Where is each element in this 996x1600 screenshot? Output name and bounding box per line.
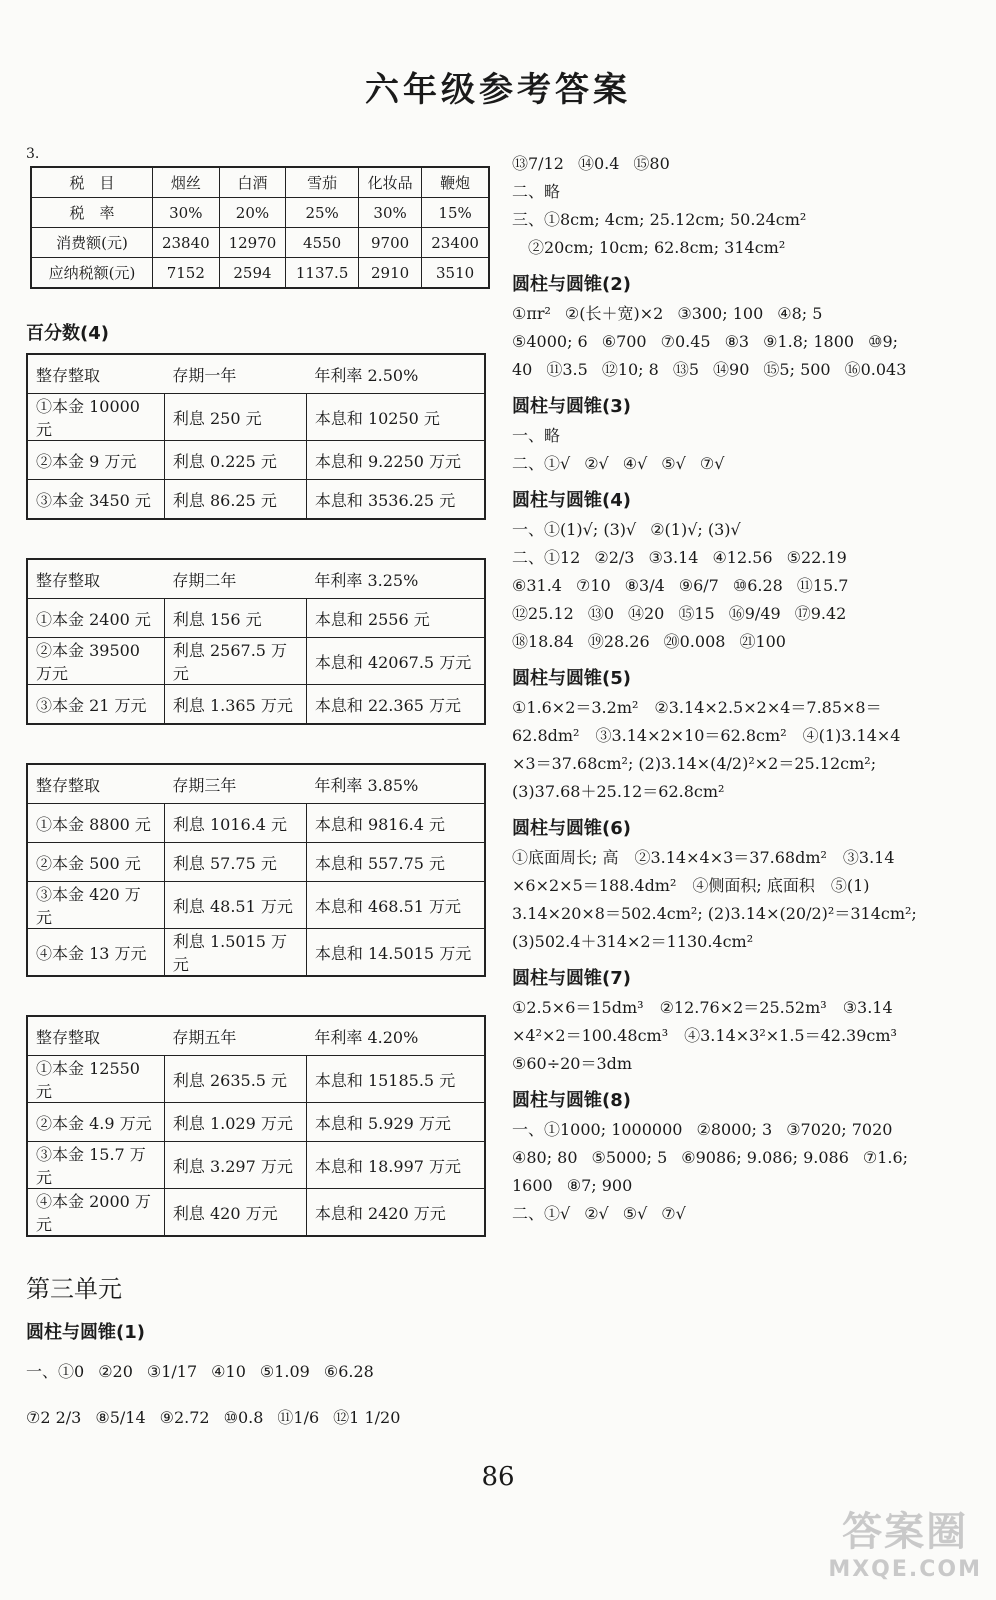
answer-item: ⑤√ (622, 1204, 648, 1223)
answer-item: 1600 (512, 1176, 553, 1195)
answer-item: ④80; 80 (512, 1148, 578, 1167)
cylinder-cone-1-title: 圆柱与圆锥(1) (26, 1322, 145, 1343)
answer-item: ⑤1.09 (259, 1362, 310, 1381)
deposit-table-cell: 本息和 14.5015 万元 (306, 929, 485, 977)
answer-item: ⑰9.42 (794, 604, 847, 623)
deposit-table-cell: 本息和 22.365 万元 (306, 685, 485, 725)
answer-item: ②20 (98, 1362, 133, 1381)
answer-item: ×4²×2＝100.48cm³ ④3.14×3²×1.5＝42.39cm³ (512, 1026, 897, 1045)
answer-item: ⑮5; 500 (763, 360, 831, 379)
deposit-table-cell: ③本金 3450 元 (27, 480, 164, 520)
section-title: 圆柱与圆锥(7) (512, 968, 631, 989)
tax-table-cell: 税 率 (31, 198, 153, 228)
answer-item: ⑩6.28 (732, 576, 783, 595)
answer-item: ⑳0.008 (663, 632, 726, 651)
answer-item: ①1.6×2＝3.2m² ②3.14×2.5×2×4＝7.85×8＝ (512, 698, 882, 717)
answer-line (512, 994, 982, 1022)
deposit-table-cell: 本息和 9816.4 元 (306, 804, 485, 843)
answer-item: ⑥9086; 9.086; 9.086 (681, 1148, 849, 1167)
answer-item: 二、略 (512, 182, 561, 201)
answer-line (512, 300, 982, 328)
answer-item: ⑫25.12 (512, 604, 574, 623)
answer-item: ⑯9/49 (728, 604, 781, 623)
answer-item: 一、略 (512, 426, 561, 445)
deposit-table-cell: ②本金 500 元 (27, 843, 164, 882)
answer-item: ⑦1.6; (862, 1148, 909, 1167)
unit-3-heading: 第三单元 (26, 1275, 122, 1303)
deposit-table-cell: 利息 86.25 元 (164, 480, 306, 520)
answer-item: ⑭0.4 (577, 154, 620, 173)
answer-item: 三、①8cm; 4cm; 25.12cm; 50.24cm² (512, 210, 807, 229)
deposit-table-row (27, 1142, 485, 1189)
deposit-table-cell: ④本金 13 万元 (27, 929, 164, 977)
answer-line (512, 422, 982, 450)
deposit-table-cell: 本息和 2556 元 (306, 599, 485, 638)
section-title: 圆柱与圆锥(3) (512, 396, 631, 417)
question-3-label: 3. (26, 146, 40, 162)
deposit-table-row (27, 929, 485, 977)
tax-table-cell: 15% (422, 198, 489, 228)
tax-table-cell: 鞭炮 (422, 167, 489, 198)
deposit-table-cell: 本息和 2420 万元 (306, 1189, 485, 1237)
deposit-header-cell: 整存整取 (27, 764, 164, 804)
answer-item: ⑥6.28 (323, 1362, 374, 1381)
tax-table-row (31, 228, 489, 258)
deposit-header-cell: 存期二年 (164, 559, 306, 599)
answer-line (512, 150, 982, 178)
deposit-table-cell: ①本金 10000 元 (27, 394, 164, 441)
deposit-table-row (27, 599, 485, 638)
tax-table-cell: 1137.5 (286, 258, 359, 289)
deposit-table-row (27, 1103, 485, 1142)
tax-table-row (31, 198, 489, 228)
deposit-table-cell: 本息和 42067.5 万元 (306, 638, 485, 685)
answer-item: ⑦√ (661, 1204, 686, 1223)
answer-item: ⑥31.4 (512, 576, 562, 595)
tax-table-cell: 3510 (422, 258, 489, 289)
deposit-header-cell: 整存整取 (27, 559, 164, 599)
answer-item: ③3.14 (648, 548, 699, 567)
answer-item: ①πr² (512, 304, 551, 323)
tax-table-cell: 30% (358, 198, 421, 228)
answer-item: ①2.5×6＝15dm³ ②12.76×2＝25.52m³ ③3.14 (512, 998, 893, 1017)
answer-line (512, 1116, 982, 1144)
answer-item: ⑪15.7 (796, 576, 849, 595)
watermark-logo (828, 1500, 982, 1582)
answer-item: ⑯0.043 (844, 360, 907, 379)
deposit-table (26, 558, 486, 725)
answer-line (512, 356, 982, 384)
tax-table-row (31, 258, 489, 289)
deposit-table-cell: 利息 57.75 元 (164, 843, 306, 882)
page-title: 六年级参考答案 (365, 70, 631, 110)
answer-line (26, 1404, 494, 1432)
answer-item: ⑨1.8; 1800 (763, 332, 855, 351)
deposit-table-row (27, 685, 485, 725)
answer-line (512, 750, 982, 778)
deposit-table-cell: 本息和 9.2250 万元 (306, 441, 485, 480)
deposit-table-cell: 利息 420 万元 (164, 1189, 306, 1237)
answer-item: ②(长＋宽)×2 (564, 304, 664, 323)
answer-item: ②20cm; 10cm; 62.8cm; 314cm² (512, 238, 786, 257)
answer-item: ⑨6/7 (678, 576, 719, 595)
tax-table-cell: 7152 (153, 258, 220, 289)
deposit-table (26, 763, 486, 977)
deposit-table-cell: 利息 1.365 万元 (164, 685, 306, 725)
answer-item: ⑱18.84 (512, 632, 574, 651)
answer-item: ⑦√ (699, 454, 725, 473)
answer-line (512, 1144, 982, 1172)
deposit-table (26, 1015, 486, 1237)
tax-table-cell: 雪茄 (286, 167, 359, 198)
deposit-table-cell: 利息 1.5015 万元 (164, 929, 306, 977)
deposit-header-cell: 整存整取 (27, 1016, 164, 1056)
page-number: 86 (481, 1462, 515, 1492)
answer-item: ②√ (584, 1204, 609, 1223)
answer-item: ㉑100 (739, 632, 786, 651)
deposit-table-cell: 利息 48.51 万元 (164, 882, 306, 929)
answer-item: 40 (512, 360, 533, 379)
tax-table (30, 166, 490, 289)
deposit-table-row (27, 843, 485, 882)
answer-line (512, 544, 982, 572)
answer-item: 二、①√ (512, 1204, 571, 1223)
deposit-header-cell: 存期一年 (164, 354, 306, 394)
answer-item: ②2/3 (594, 548, 635, 567)
tax-table-cell: 烟丝 (153, 167, 220, 198)
deposit-table-cell: ③本金 21 万元 (27, 685, 164, 725)
answer-item: ⑭90 (713, 360, 750, 379)
deposit-table-row (27, 1056, 485, 1103)
section-title: 圆柱与圆锥(2) (512, 274, 631, 295)
answer-item: ⑪3.5 (546, 360, 588, 379)
deposit-table-cell: ①本金 2400 元 (27, 599, 164, 638)
deposit-header-cell: 整存整取 (27, 354, 164, 394)
deposit-table-row (27, 638, 485, 685)
answer-item: ⑦2 2/3 (26, 1408, 82, 1427)
tax-table-cell: 化妆品 (358, 167, 421, 198)
answer-item: ⑤4000; 6 (512, 332, 588, 351)
deposit-table-header (27, 1016, 485, 1056)
deposit-table-cell: 本息和 15185.5 元 (306, 1056, 485, 1103)
answer-item: 二、①√ (512, 454, 571, 473)
answer-line (512, 778, 982, 806)
answer-line (512, 600, 982, 628)
answer-line (512, 844, 982, 872)
answer-item: ⑤5000; 5 (591, 1148, 668, 1167)
answer-item: ×6×2×5＝188.4dm² ④侧面积; 底面积 ⑤(1) (512, 876, 870, 895)
answer-line (512, 1200, 982, 1228)
tax-table-cell: 消费额(元) (31, 228, 153, 258)
answer-item: (3)37.68＋25.12＝62.8cm² (512, 782, 725, 801)
deposit-table-cell: 本息和 3536.25 元 (306, 480, 485, 520)
deposit-table-cell: ③本金 15.7 万元 (27, 1142, 164, 1189)
right-column (512, 150, 982, 1228)
deposit-table-cell: 本息和 5.929 万元 (306, 1103, 485, 1142)
answer-item: ④8; 5 (777, 304, 823, 323)
answer-item: ⑫1 1/20 (333, 1408, 401, 1427)
percent-section-title: 百分数(4) (26, 323, 109, 344)
answer-line (512, 450, 982, 478)
answer-item: ②(1)√; (3)√ (650, 520, 741, 539)
answer-item: ⑦10 (575, 576, 611, 595)
deposit-table-header (27, 764, 485, 804)
answer-item: ⑤60÷20＝3dm (512, 1054, 633, 1073)
deposit-header-cell: 年利率 3.85% (306, 764, 485, 804)
answer-item: 一、①1000; 1000000 (512, 1120, 683, 1139)
answer-item: 3.14×20×8＝502.4cm²; (2)3.14×(20/2)²＝314cm²; (512, 904, 917, 923)
deposit-header-cell: 存期五年 (164, 1016, 306, 1056)
answer-line (512, 1050, 982, 1078)
answer-item: 一、①(1)√; (3)√ (512, 520, 637, 539)
tax-table-cell: 9700 (358, 228, 421, 258)
answer-line (512, 628, 982, 656)
deposit-table-cell: ④本金 2000 万元 (27, 1189, 164, 1237)
deposit-table-cell: ②本金 9 万元 (27, 441, 164, 480)
deposit-header-cell: 存期三年 (164, 764, 306, 804)
answer-item: ②8000; 3 (696, 1120, 773, 1139)
answer-line (512, 900, 982, 928)
answer-line (512, 234, 982, 262)
answer-item: ⑧3/4 (624, 576, 665, 595)
tax-table-cell: 白酒 (219, 167, 286, 198)
answer-line (512, 206, 982, 234)
tax-table-row (31, 167, 489, 198)
deposit-table-cell: ②本金 39500 万元 (27, 638, 164, 685)
deposit-header-cell: 年利率 3.25% (306, 559, 485, 599)
deposit-table-header (27, 354, 485, 394)
tax-table-cell: 2910 (358, 258, 421, 289)
deposit-table-row (27, 441, 485, 480)
tax-table-cell: 2594 (219, 258, 286, 289)
answer-item: ⑤22.19 (786, 548, 847, 567)
deposit-table-header (27, 559, 485, 599)
deposit-header-cell: 年利率 2.50% (306, 354, 485, 394)
section-title: 圆柱与圆锥(8) (512, 1090, 631, 1111)
section-title: 圆柱与圆锥(6) (512, 818, 631, 839)
deposit-table (26, 353, 486, 520)
deposit-table-cell: 利息 0.225 元 (164, 441, 306, 480)
answer-item: ③7020; 7020 (786, 1120, 893, 1139)
deposit-table-cell: 利息 1.029 万元 (164, 1103, 306, 1142)
tax-table-cell: 23400 (422, 228, 489, 258)
answer-line (512, 928, 982, 956)
deposit-table-cell: 本息和 10250 元 (306, 394, 485, 441)
answer-item: ⑨2.72 (159, 1408, 210, 1427)
answer-item: ⑭20 (628, 604, 665, 623)
deposit-table-cell: 利息 2567.5 万元 (164, 638, 306, 685)
deposit-table-row (27, 480, 485, 520)
answer-item: ⑲28.26 (587, 632, 650, 651)
answer-line (512, 694, 982, 722)
tax-table-cell: 应纳税额(元) (31, 258, 153, 289)
tax-table-cell: 20% (219, 198, 286, 228)
deposit-table-cell: 利息 1016.4 元 (164, 804, 306, 843)
tax-table-cell: 12970 (219, 228, 286, 258)
answer-item: ⑫10; 8 (601, 360, 659, 379)
answer-item: ①底面周长; 高 ②3.14×4×3＝37.68dm² ③3.14 (512, 848, 895, 867)
answer-item: (3)502.4＋314×2＝1130.4cm² (512, 932, 754, 951)
answer-line (512, 328, 982, 356)
deposit-table-row (27, 394, 485, 441)
answer-item: ⑧3 (724, 332, 750, 351)
answer-item: ⑤√ (661, 454, 686, 473)
answer-item: ⑧5/14 (95, 1408, 146, 1427)
answer-item: 一、①0 (26, 1362, 85, 1381)
watermark-url: MXQE.COM (828, 1557, 982, 1582)
answer-item: ×3＝37.68cm²; (2)3.14×(4/2)²×2＝25.12cm²; (512, 754, 877, 773)
answer-item: ⑬0 (587, 604, 614, 623)
tax-table-cell: 税 目 (31, 167, 153, 198)
section-title: 圆柱与圆锥(5) (512, 668, 631, 689)
answer-item: 62.8dm² ③3.14×2×10＝62.8cm² ④(1)3.14×4 (512, 726, 901, 745)
answer-item: ⑮80 (633, 154, 670, 173)
deposit-table-cell: 利息 3.297 万元 (164, 1142, 306, 1189)
answer-line (512, 1022, 982, 1050)
answer-item: ⑩0.8 (223, 1408, 264, 1427)
answer-item: ⑬5 (672, 360, 700, 379)
answer-item: 二、①12 (512, 548, 581, 567)
deposit-table-cell: ①本金 8800 元 (27, 804, 164, 843)
answer-item: ⑮15 (678, 604, 715, 623)
deposit-tables (26, 353, 494, 1237)
answer-line (512, 516, 982, 544)
answer-item: ③300; 100 (677, 304, 764, 323)
answer-line (512, 1172, 982, 1200)
answer-line (26, 1358, 494, 1386)
deposit-table-row (27, 882, 485, 929)
watermark-text: 答案圈 (842, 1509, 969, 1555)
answer-item: ⑧7; 900 (566, 1176, 633, 1195)
left-column (26, 146, 494, 1432)
section-title: 圆柱与圆锥(4) (512, 490, 631, 511)
answer-item: ④12.56 (712, 548, 773, 567)
deposit-table-cell: ①本金 12550 元 (27, 1056, 164, 1103)
answer-line (512, 722, 982, 750)
answer-item: ③1/17 (146, 1362, 198, 1381)
answer-item: ⑦0.45 (660, 332, 711, 351)
deposit-table-cell: ③本金 420 万元 (27, 882, 164, 929)
answer-item: ⑬7/12 (512, 154, 564, 173)
tax-table-cell: 25% (286, 198, 359, 228)
tax-table-cell: 23840 (153, 228, 220, 258)
answer-item: ④10 (211, 1362, 246, 1381)
deposit-table-cell: 利息 2635.5 元 (164, 1056, 306, 1103)
deposit-table-cell: 本息和 468.51 万元 (306, 882, 485, 929)
tax-table-cell: 30% (153, 198, 220, 228)
deposit-table-cell: 本息和 18.997 万元 (306, 1142, 485, 1189)
deposit-table-cell: ②本金 4.9 万元 (27, 1103, 164, 1142)
tax-table-cell: 4550 (286, 228, 359, 258)
answer-line (512, 872, 982, 900)
answer-item: ②√ (584, 454, 609, 473)
answer-item: ⑥700 (601, 332, 647, 351)
deposit-table-cell: 利息 156 元 (164, 599, 306, 638)
answer-line (512, 178, 982, 206)
answer-item: ④√ (622, 454, 648, 473)
deposit-table-row (27, 1189, 485, 1237)
deposit-table-row (27, 804, 485, 843)
deposit-header-cell: 年利率 4.20% (306, 1016, 485, 1056)
answer-item: ⑪1/6 (277, 1408, 320, 1427)
deposit-table-cell: 本息和 557.75 元 (306, 843, 485, 882)
answer-item: ⑩9; (868, 332, 899, 351)
answer-line (512, 572, 982, 600)
deposit-table-cell: 利息 250 元 (164, 394, 306, 441)
